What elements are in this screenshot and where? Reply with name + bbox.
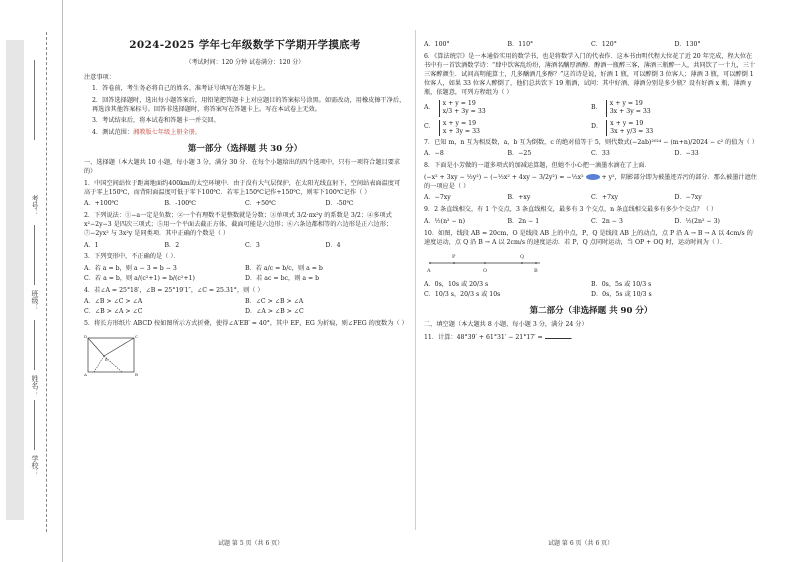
svg-text:C: C xyxy=(135,333,139,339)
question-9-options xyxy=(424,218,758,227)
point-a-label: A xyxy=(427,268,431,274)
column-divider xyxy=(415,30,416,530)
note-2: 2．回答选择题时，选出每小题答案后，用铅笔把答题卡上对应题目的答案标号涂黑。如需改动，用橡皮擦干净后，再选涂其他答案标号。回答非选择题时，将答案写在答题卡上。写在本试卷上无效。 xyxy=(92,96,406,113)
option: D．−33 xyxy=(674,150,699,158)
question-3-options xyxy=(84,265,406,284)
question-6: 6．《算法统宗》是一本通俗实用的数学书，也是将数学入门的代表作．这本书由明代程大位花了近 20 年完成，程大位在书中有一首饮酒数学诗：“肆中饮客乱纷纷，薄酒名醨厚酒醇．醇酒一瓶醉三客，薄酒三瓶醉一人，共同饮了一十九，三十三客醉颜生．试问高明能算士，几多醨酒几多醇？”这首诗是说，好酒 1 瓶，可以醉倒 3 位客人；薄酒 3 瓶，可以醉倒 1 位客人，如果 33 位客人醉倒了，他们总共饮下 19 瓶酒，试问：其中好酒、薄酒分别是多少瓶？设有好酒 x 瓶，薄酒 y 瓶，依题意，可列方程组为（ ） xyxy=(424,52,756,96)
option: C．若 a = b，则 a/(c²+1) = b/(c²+1) xyxy=(84,274,195,282)
point-o-label: O xyxy=(483,268,488,274)
point-p-label: P xyxy=(452,254,456,260)
left-column xyxy=(84,38,406,382)
question-8-expression xyxy=(424,174,758,192)
option: D．0s，5s 或 10/3 s xyxy=(591,290,652,298)
question-8: 8．下面是小芳做的一道多项式的加减运算题，但她不小心把一滴墨水滴在了上面． xyxy=(424,162,651,170)
svg-text:D: D xyxy=(84,333,88,339)
section-2-heading: 第二部分（非选择题 共 90 分） xyxy=(529,305,653,316)
question-2: 2．下列说法：①−a一定是负数；②一个有理数不是整数就是分数；③单项式 3/2·πx²y 的系数是 3/2；④多项式 x²−2y−3 是四次三项式；⑤用一个平面去截正方体，截面可能是六边形；⑥六条边都相等的六边形是正六边形；⑦−2yx² 与 3x²y 是同类项．其中正确的个数是（ ） xyxy=(84,212,393,238)
option: D．130° xyxy=(674,41,701,48)
point-q-label: Q xyxy=(520,254,525,260)
fill-intro: 二、填空题（本大题共 8 小题，每小题 3 分，满分 24 分） xyxy=(424,321,588,329)
equation: x + y = 19 xyxy=(609,100,643,108)
equation-system xyxy=(439,120,480,136)
option: C．+50℃ xyxy=(245,200,276,208)
equation: x + y = 19 xyxy=(442,100,476,108)
question-7-options xyxy=(424,150,758,159)
option xyxy=(424,120,591,136)
equation: x + y = 19 xyxy=(442,119,477,127)
equation: x + 3y = 33 xyxy=(442,127,480,135)
question-10-options xyxy=(424,281,758,300)
scope-value: 湘教版七年级上册全册。 xyxy=(133,128,202,136)
option: C．∠B > ∠A > ∠C xyxy=(84,308,143,316)
option: D．-50℃ xyxy=(325,200,354,208)
name-label: 姓名： xyxy=(31,375,39,396)
option: C．33 xyxy=(591,150,610,158)
notes-heading: 注意事项： xyxy=(84,73,115,81)
question-4-options xyxy=(84,298,406,317)
question-11-text: 11．计算：48°39′ + 61°31′ − 21°17′ = xyxy=(424,333,543,341)
option: B．2n − 1 xyxy=(507,217,540,225)
right-column xyxy=(424,40,758,345)
option: A．−8 xyxy=(424,150,444,158)
note-3: 3．考试结束后，将本试卷和答题卡一并交回。 xyxy=(92,117,220,125)
option: D．½(2n² − 3) xyxy=(674,217,720,225)
option xyxy=(424,100,591,116)
school-label: 学校： xyxy=(31,455,39,476)
expression: (−x² + 3xy − ½y²) − (−½x² + 4xy − 3/2y²) = −½x² xyxy=(424,173,584,181)
option: D．若 ac = bc，则 a = b xyxy=(245,274,320,282)
scope-prefix: 4．测试范围： xyxy=(92,128,134,136)
equation: 3x + 3y = 33 xyxy=(609,108,651,116)
option: A．若 a = b，则 a − 3 = b − 3 xyxy=(84,264,177,272)
question-4: 4．若∠A = 25°18′，∠B = 25°19′1″，∠C = 25.31°，则（ ） xyxy=(84,286,264,294)
option-letter: D． xyxy=(591,123,603,131)
question-11: 11．计算：48°39′ + 61°31′ − 21°17′ = ． xyxy=(424,333,577,341)
option: C．2n − 3 xyxy=(591,217,623,225)
option-letter: B． xyxy=(591,103,602,111)
option: B．+xy xyxy=(507,194,531,202)
fold-figure xyxy=(84,332,144,378)
question-5: 5．将长方形纸片 ABCD 按如图所示方式折叠，使得∠A′EB′ = 40°，其中 EF，EG 为折痕，则∠FEG 的度数为（ ） xyxy=(84,320,408,328)
option: B．0s，5s 或 10/3 s xyxy=(591,280,652,288)
option: B．-100℃ xyxy=(164,200,197,208)
cut-line xyxy=(46,32,47,532)
option: C．3 xyxy=(245,241,260,249)
question-5-options xyxy=(424,41,758,50)
equation-system xyxy=(606,100,651,116)
point-b-label: B xyxy=(534,268,538,274)
option: B．∠C > ∠B > ∠A xyxy=(245,298,304,306)
answer-blank[interactable] xyxy=(545,333,571,339)
question-9: 9．2 条直线相交，有 1 个交点，3 条直线相交，最多有 3 个交点，n 条直线相交最多有多少个交点？（ ） xyxy=(424,206,718,214)
equation-system xyxy=(606,120,653,136)
svg-text:A: A xyxy=(84,371,87,377)
segment-figure xyxy=(424,250,544,276)
exam-title: 2024-2025 学年七年级数学下学期开学摸底考 xyxy=(129,39,361,51)
question-7: 7．已知 m，n 互为相反数，a，b 互为倒数，c 的绝对值等于 5，则代数式(−2ab)²⁰²⁴ − (m+n)/2024 − c² 的值为（ ） xyxy=(424,138,759,146)
equation-system xyxy=(439,100,486,116)
svg-text:B: B xyxy=(135,371,138,377)
option: A．1 xyxy=(84,241,99,249)
option: A．½(n² − n) xyxy=(424,217,466,225)
expression-tail: + y²，阴影部分即为被墨迹弄污的部分．那么被墨汁遮住的一项应是（ ） xyxy=(424,173,757,190)
note-4 xyxy=(84,129,406,138)
option: C．10/3 s，20/3 s 或 10s xyxy=(424,290,501,298)
id-line xyxy=(34,60,35,140)
option: D．∠A > ∠B > ∠C xyxy=(245,308,304,316)
class-line xyxy=(34,225,35,285)
option: A．0s，10s 或 20/3 s xyxy=(424,280,489,288)
svg-text:E: E xyxy=(105,356,108,362)
question-8-options xyxy=(424,194,758,203)
option: B．2 xyxy=(164,241,180,249)
school-line xyxy=(34,400,35,450)
option: B．110° xyxy=(507,41,534,48)
option: A．−7xy xyxy=(424,194,451,202)
option-letter: A． xyxy=(424,103,435,111)
class-label: 班级： xyxy=(31,290,39,311)
page-footer-right: 试题 第 6 页（共 6 页） xyxy=(548,540,614,547)
binding-strip xyxy=(0,0,63,562)
option: A．+100℃ xyxy=(84,200,119,208)
ink-blot xyxy=(586,174,600,180)
option: B．若 a/c = b/c，则 a = b xyxy=(245,264,323,272)
question-6-options xyxy=(424,100,758,135)
question-2-options xyxy=(84,242,406,251)
option-letter: C． xyxy=(424,123,435,131)
section-1-heading: 第一部分（选择题 共 30 分） xyxy=(187,143,303,154)
option: B．−25 xyxy=(507,150,532,158)
question-10: 10．如图，线段 AB = 20cm，O 是线段 AB 上的中点，P，Q 是线段 AB 上的动点，点 P 沿 A → B → A 以 4cm/s 的速度运动，点 Q 沿 B → A 以 2cm/s 的速度运动．若 P，Q 点同时运动，当 OP + OQ 时，运动时间为（ ）． xyxy=(424,229,753,246)
exam-subtitle: （考试时间：120 分钟 试卷满分：120 分） xyxy=(185,59,305,67)
page-footer-left: 试题 第 5 页（共 6 页） xyxy=(218,540,284,547)
option xyxy=(591,100,758,116)
option: D．4 xyxy=(325,241,341,249)
question-3: 3．下列变形中，不正确的是（ ）． xyxy=(84,253,180,261)
binding-bar xyxy=(6,40,24,520)
option xyxy=(591,120,758,136)
choice-intro: 一、选择题（本大题共 10 小题，每小题 3 分，满分 30 分．在每个小题给出的四个选项中，只有一项符合题目要求的） xyxy=(84,159,401,176)
option: C．120° xyxy=(591,41,617,48)
option: A．∠B > ∠C > ∠A xyxy=(84,298,143,306)
note-1: 1．答卷前，考生务必将自己的姓名、准考证号填写在答题卡上。 xyxy=(92,85,270,93)
equation: x + y = 19 xyxy=(610,119,644,127)
name-line xyxy=(34,320,35,370)
option: D．−7xy xyxy=(674,194,702,202)
equation: x/3 + 3y = 33 xyxy=(442,108,486,116)
question-1-options xyxy=(84,200,406,209)
question-1: 1．中国空间站位于距离地面约400km的太空环境中．由于没有大气层保护，在太阳光线直射下，空间站表面温度可高于零上150℃，而背阳面温度可低于零下100℃．若零上150℃记作+150℃，则零下100℃记作（ ） xyxy=(84,179,401,196)
option: A．100° xyxy=(424,41,450,48)
equation: 3x + y/3 = 33 xyxy=(610,127,654,135)
option: C．+7xy xyxy=(591,194,619,202)
id-label: 考号： xyxy=(31,195,39,216)
